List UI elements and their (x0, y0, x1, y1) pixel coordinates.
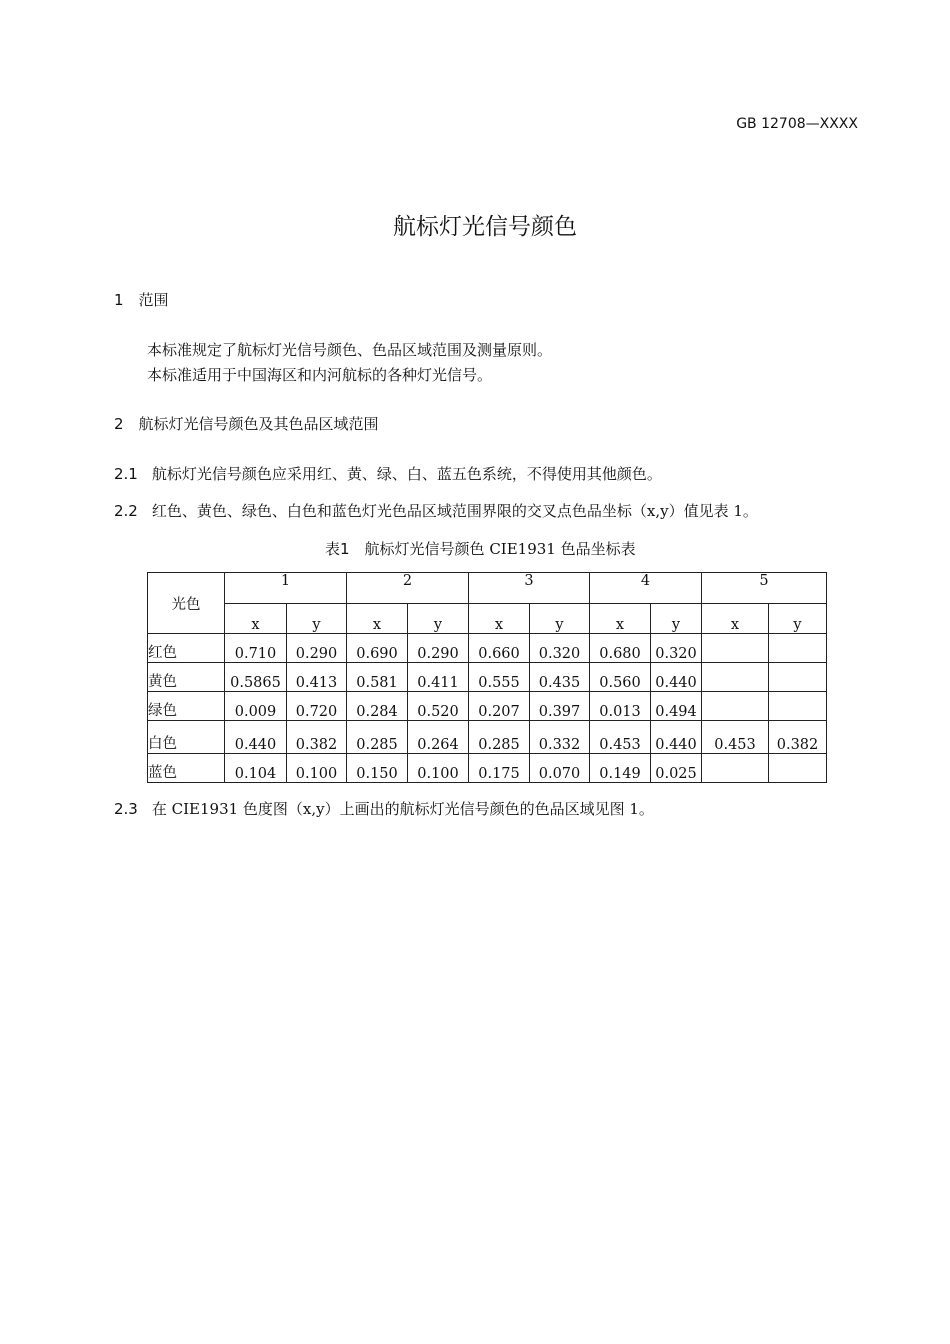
table-cell (769, 663, 827, 692)
table-cell: 0.453 (702, 721, 769, 754)
axis-header: y (651, 604, 702, 634)
table-cell (702, 634, 769, 663)
table-row (148, 721, 827, 754)
table-cell: 0.581 (347, 663, 408, 692)
table-cell (702, 663, 769, 692)
table-cell: 0.207 (469, 692, 530, 721)
table-cell (769, 692, 827, 721)
table-cell: 0.150 (347, 754, 408, 783)
table-cell: 0.440 (225, 721, 287, 754)
table-cell (702, 692, 769, 721)
paragraph: 本标准适用于中国海区和内河航标的各种灯光信号。 (147, 366, 493, 384)
clause-number: 2.2 (114, 502, 138, 520)
table-cell (769, 634, 827, 663)
table-cell: 0.440 (651, 721, 702, 754)
table-header-row (148, 573, 827, 604)
table-cell: 0.397 (530, 692, 590, 721)
table-cell: 0.332 (530, 721, 590, 754)
axis-header: x (225, 604, 287, 634)
table-cell: 0.5865 (225, 663, 287, 692)
table-cell: 0.660 (469, 634, 530, 663)
table-cell (769, 754, 827, 783)
caption-prefix: 表1 航标灯光信号颜色 (325, 540, 485, 558)
table-cell: 0.382 (287, 721, 347, 754)
row-label: 白色 (148, 721, 225, 754)
section-1-heading: 1 范围 (114, 291, 169, 309)
axis-header: y (769, 604, 827, 634)
table-cell: 0.013 (590, 692, 651, 721)
caption-mid: CIE1931 (484, 540, 561, 558)
table-cell: 0.320 (651, 634, 702, 663)
table-cell: 0.710 (225, 634, 287, 663)
table-cell: 0.555 (469, 663, 530, 692)
group-header: 5 (702, 573, 827, 604)
table-cell: 0.680 (590, 634, 651, 663)
row-label: 绿色 (148, 692, 225, 721)
corner-header: 光色 (148, 573, 225, 634)
table-cell: 0.494 (651, 692, 702, 721)
table-cell: 0.290 (287, 634, 347, 663)
table-cell: 0.382 (769, 721, 827, 754)
table-cell: 0.285 (469, 721, 530, 754)
axis-header: x (590, 604, 651, 634)
table-cell: 0.104 (225, 754, 287, 783)
table-cell: 0.175 (469, 754, 530, 783)
axis-header: x (469, 604, 530, 634)
table-cell: 0.025 (651, 754, 702, 783)
axis-header: y (530, 604, 590, 634)
table-cell: 0.100 (408, 754, 469, 783)
table-cell: 0.520 (408, 692, 469, 721)
clause-number: 2.3 (114, 800, 138, 818)
group-header: 2 (347, 573, 469, 604)
axis-header: y (287, 604, 347, 634)
axis-header: y (408, 604, 469, 634)
table-cell: 0.284 (347, 692, 408, 721)
table-row (148, 663, 827, 692)
table-caption (325, 538, 636, 559)
clause-text: 红色、黄色、绿色、白色和蓝色灯光色品区域范围界限的交叉点色品坐标（x,y）值见表 1。 (151, 502, 758, 520)
group-header: 4 (590, 573, 702, 604)
row-label: 黄色 (148, 663, 225, 692)
table-cell: 0.285 (347, 721, 408, 754)
table-cell: 0.290 (408, 634, 469, 663)
table-cell: 0.070 (530, 754, 590, 783)
chromaticity-table (147, 572, 827, 783)
group-header: 1 (225, 573, 347, 604)
section-2-heading: 2 航标灯光信号颜色及其色品区域范围 (114, 415, 379, 433)
table-row (148, 754, 827, 783)
table-cell: 0.435 (530, 663, 590, 692)
table-cell: 0.690 (347, 634, 408, 663)
table-cell: 0.413 (287, 663, 347, 692)
clause-text: 航标灯光信号颜色应采用红、黄、绿、白、蓝五色系统，不得使用其他颜色。 (151, 465, 662, 483)
table-cell: 0.720 (287, 692, 347, 721)
group-header: 3 (469, 573, 590, 604)
table-cell (702, 754, 769, 783)
axis-header: x (702, 604, 769, 634)
clause-text: 在 CIE1931 色度图（x,y）上画出的航标灯光信号颜色的色品区域见图 1。 (151, 800, 654, 818)
caption-suffix: 色品坐标表 (560, 540, 636, 558)
table-row (148, 634, 827, 663)
row-label: 红色 (148, 634, 225, 663)
row-label: 蓝色 (148, 754, 225, 783)
table-cell: 0.411 (408, 663, 469, 692)
table-cell: 0.560 (590, 663, 651, 692)
table-subheader-row (148, 604, 827, 634)
table-cell: 0.009 (225, 692, 287, 721)
paragraph: 本标准规定了航标灯光信号颜色、色品区域范围及测量原则。 (147, 341, 553, 359)
table-cell: 0.264 (408, 721, 469, 754)
axis-header: x (347, 604, 408, 634)
table-cell: 0.149 (590, 754, 651, 783)
table-cell: 0.453 (590, 721, 651, 754)
document-title: 航标灯光信号颜色 (393, 214, 577, 240)
standard-number: GB 12708—XXXX (736, 116, 858, 132)
table-row (148, 692, 827, 721)
clause-number: 2.1 (114, 465, 138, 483)
table-cell: 0.320 (530, 634, 590, 663)
table-cell: 0.440 (651, 663, 702, 692)
table-cell: 0.100 (287, 754, 347, 783)
